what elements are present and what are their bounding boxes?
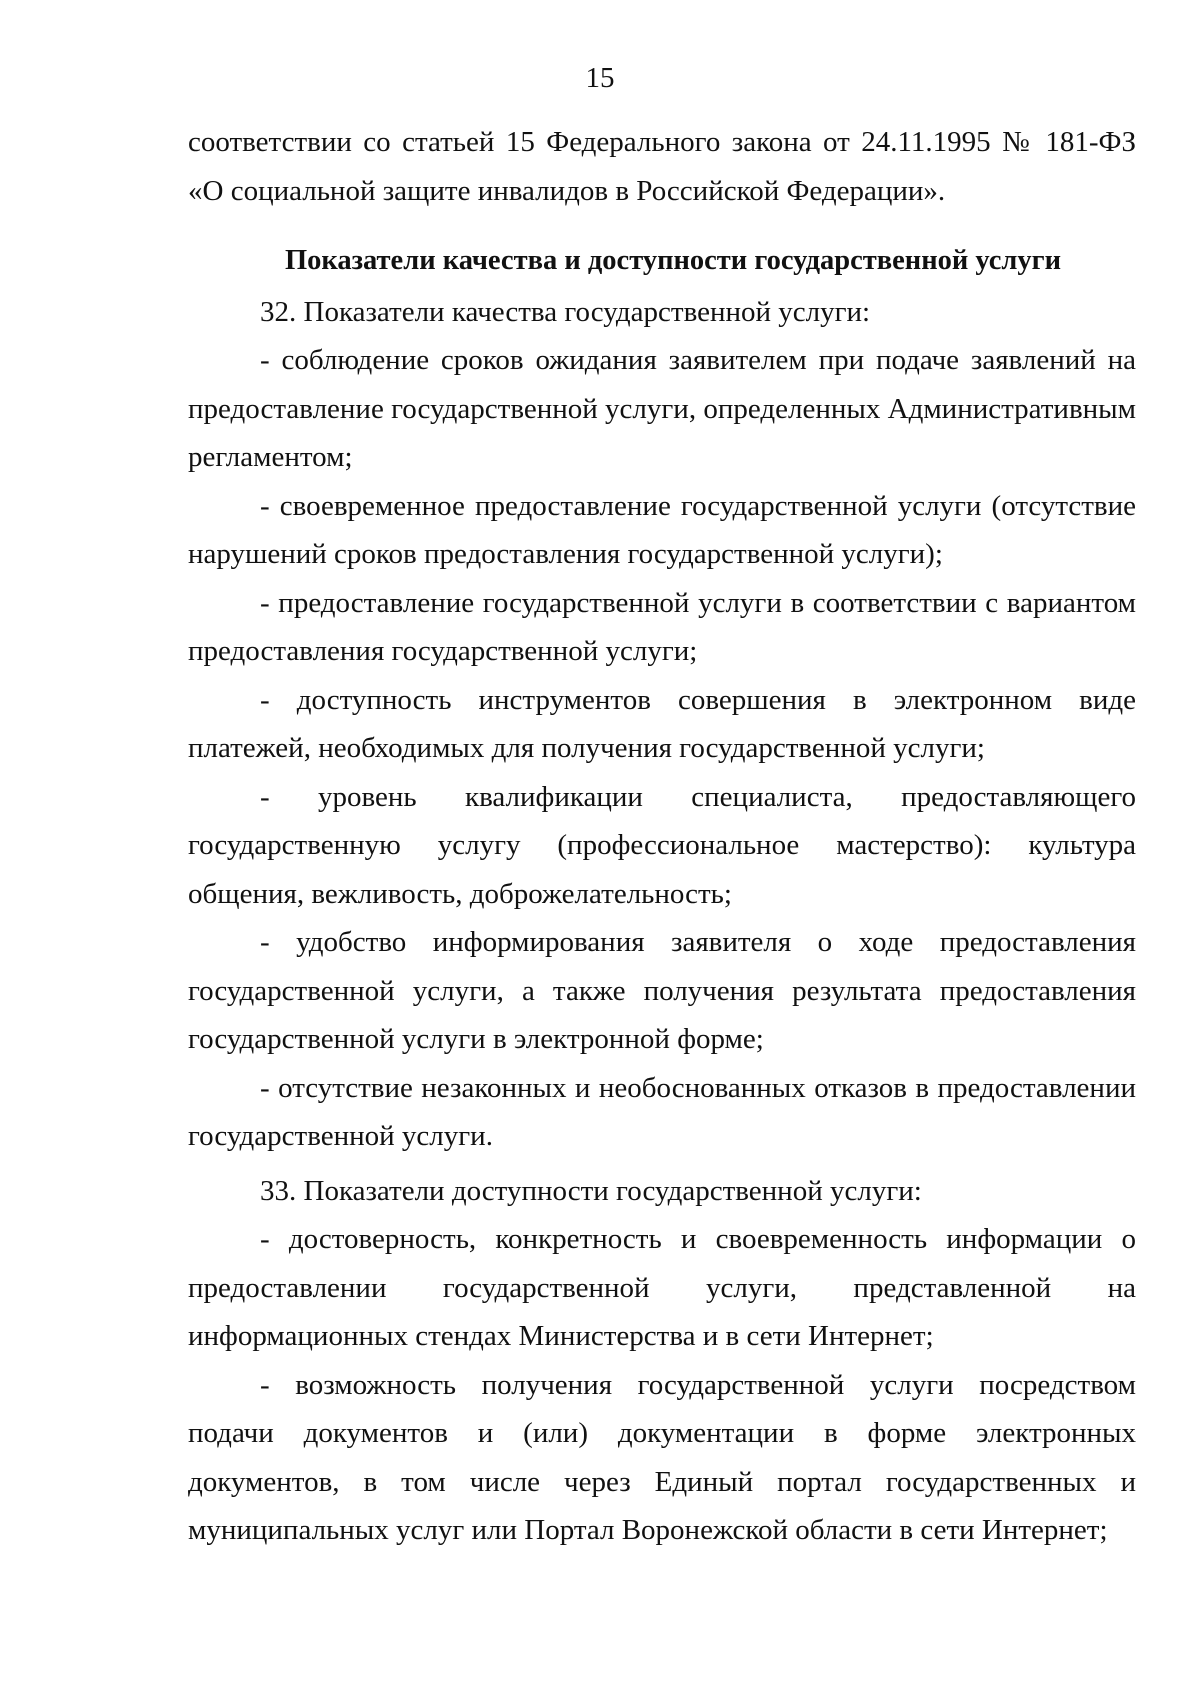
paragraph-32-item-6: - удобство информирования заявителя о ходе предоставления государственной услуги, а также получения результата предоставления государственной услуги в электронной форме; [188,926,1136,1055]
paragraph-32-item-7: - отсутствие незаконных и необоснованных отказов в предоставлении государственной услуги. [188,1071,1136,1152]
paragraph-32-title: 32. Показатели качества государственной услуги: [260,295,871,328]
paragraph-continuation: соответствии со статьей 15 Федерального закона от 24.11.1995 № 181-ФЗ «О социальной защите инвалидов в Российской Федерации». [188,126,1136,207]
paragraph-32-item-3: - предоставление государственной услуги в соответствии с вариантом предоставления государственной услуги; [188,586,1136,667]
paragraph-32-item-4: - доступность инструментов совершения в электронном виде платежей, необходимых для получения государственной услуги; [188,683,1136,764]
paragraph-32-item-1: - соблюдение сроков ожидания заявителем при подаче заявлений на предоставление государственной услуги, определенных Административным регламентом; [188,344,1136,473]
paragraph-32-item-5: - уровень квалификации специалиста, предоставляющего государственную услугу (профессиональное мастерство): культура общения, вежливость, доброжелательность; [188,780,1136,910]
section-heading: Показатели качества и доступности государственной услуги [284,245,1062,276]
paragraph-32-item-2: - своевременное предоставление государственной услуги (отсутствие нарушений сроков предоставления государственной услуги); [188,489,1136,570]
paragraph-33-item-2: - возможность получения государственной услуги посредством подачи документов и (или) документации в форме электронных документов, в том числе через Единый портал государственных и муниципальных услуг или Портал Воронежской области в сети Интернет; [188,1368,1136,1546]
paragraph-33-title: 33. Показатели доступности государственной услуги: [260,1174,922,1207]
page-number: 15 [585,62,615,94]
document-body [188,118,1136,1555]
paragraph-33-item-1: - достоверность, конкретность и своевременность информации о предоставлении государственной услуги, представленной на информационных стендах Министерства и в сети Интернет; [188,1223,1136,1352]
